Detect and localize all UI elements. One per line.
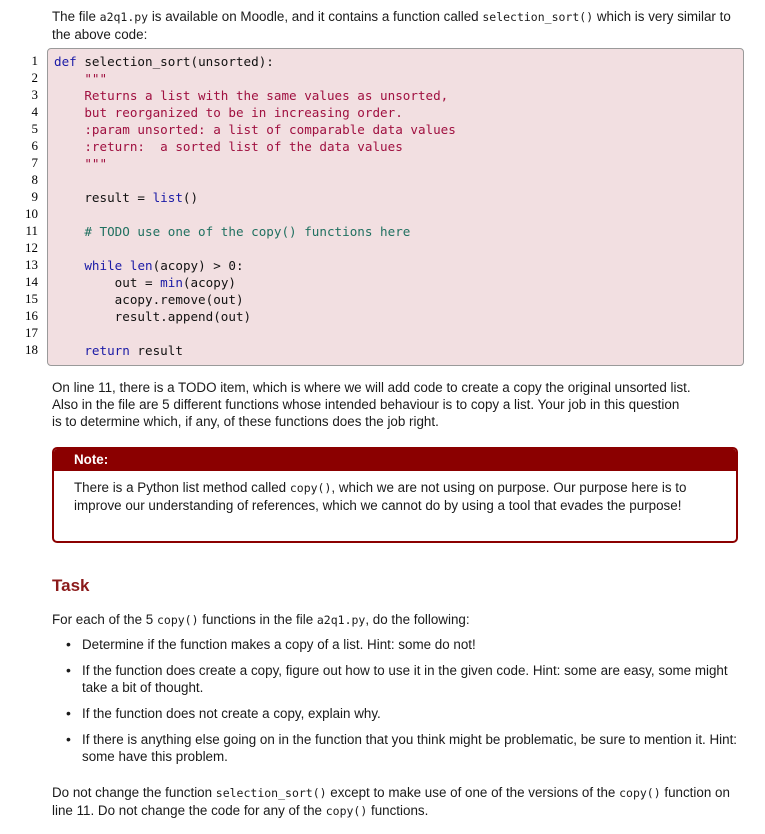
- explanation-paragraph: [52, 379, 744, 430]
- note-box: [52, 447, 738, 543]
- filename: a2q1.py: [99, 10, 149, 24]
- list-item: • If the function does not create a copy, explain why.: [52, 705, 742, 722]
- paragraph-line: On line 11, there is a TODO item, which is where we will add code to create a copy the original unsorted list.: [52, 380, 691, 395]
- code-line: out = min(acopy): [54, 275, 236, 290]
- intro-text: The file: [52, 9, 100, 24]
- line-number: 3: [31, 87, 38, 102]
- line-number: 4: [31, 104, 38, 119]
- line-number: 13: [25, 257, 38, 272]
- code-comment: # TODO use one of the copy() functions here: [54, 224, 411, 239]
- line-number: 16: [25, 308, 38, 323]
- line-number: 5: [31, 121, 38, 136]
- code-line: but reorganized to be in increasing order.: [54, 105, 403, 120]
- intro-text: is available on Moodle, and it contains a function called: [148, 9, 483, 24]
- code-line: result = list(): [54, 190, 199, 205]
- line-number: 6: [31, 138, 38, 153]
- code-line: return result: [84, 343, 183, 358]
- line-number: 15: [25, 291, 38, 306]
- line-number: 1: [31, 53, 38, 68]
- line-number: 7: [31, 155, 38, 170]
- code-line: :return: a sorted list of the data values: [54, 139, 403, 154]
- intro-text: which is very similar to the above code:: [52, 9, 731, 42]
- line-number: 9: [31, 189, 38, 204]
- task-intro: For each of the 5 copy() functions in the file a2q1.py, do the following:: [52, 612, 470, 627]
- list-item: • Determine if the function makes a copy of a list. Hint: some do not!: [52, 636, 742, 653]
- task-list: [52, 636, 742, 774]
- code-line: """: [54, 156, 108, 171]
- line-number: 2: [31, 70, 38, 85]
- paragraph-line: is to determine which, if any, of these functions does the job right.: [52, 414, 439, 429]
- task-heading: Task: [52, 576, 90, 595]
- function-name: selection_sort(): [482, 10, 594, 24]
- line-number: 10: [25, 206, 38, 221]
- line-number: 11: [25, 223, 38, 238]
- list-item: • If the function does create a copy, figure out how to use it in the given code. Hint: some are easy, some might take a bit of thought.: [52, 662, 742, 696]
- line-number: 14: [25, 274, 38, 289]
- code-line: """: [54, 71, 108, 86]
- line-number: 17: [25, 325, 38, 340]
- code-line: while len(acopy) > 0:: [84, 258, 244, 273]
- code-line: def selection_sort(unsorted):: [54, 54, 274, 69]
- paragraph-line: Also in the file are 5 different functions whose intended behaviour is to copy a list. Your job in this question: [52, 397, 680, 412]
- task-outro: Do not change the function selection_sort() except to make use of one of the versions of the copy() function on line 11. Do not change the code for any of the copy() functions.: [52, 785, 730, 818]
- code-line: result.append(out): [54, 309, 252, 324]
- note-body: There is a Python list method called copy(), which we are not using on purpose. Our purpose here is to improve our understanding of references, which we cannot do by using a tool that evades the purpose!: [74, 480, 687, 513]
- line-number: 12: [25, 240, 38, 255]
- line-number: 18: [25, 342, 38, 357]
- code-line: Returns a list with the same values as unsorted,: [54, 88, 449, 103]
- intro-paragraph: [52, 8, 742, 43]
- line-number: 8: [31, 172, 38, 187]
- list-item: • If there is anything else going on in the function that you think might be problematic, be sure to mention it. Hint: some have this problem.: [52, 731, 742, 765]
- code-line: :param unsorted: a list of comparable data values: [54, 122, 456, 137]
- code-line: acopy.remove(out): [54, 292, 244, 307]
- note-title: Note:: [54, 449, 736, 471]
